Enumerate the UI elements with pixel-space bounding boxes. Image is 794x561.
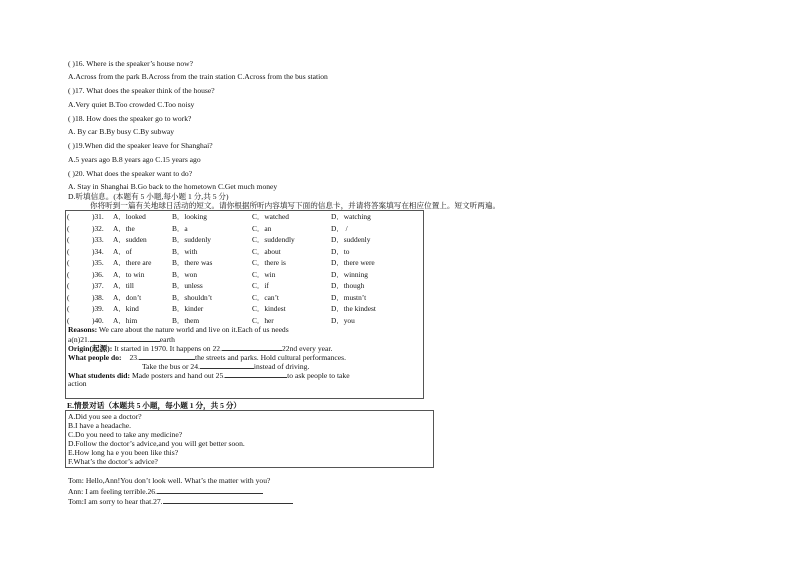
question-options: A. Stay in Shanghai B.Go back to the hometown C.Get much money [68,182,278,191]
row-paren: ( [67,235,70,244]
blank-24-label: Take the bus or 24. [142,362,200,371]
people-text-2: instead of driving. [253,362,310,371]
option-c: C．kindest [252,304,286,313]
blank-25-label: Made posters and hand out 25. [131,371,226,380]
row-paren: ( [67,269,70,279]
option-d: D．the kindest [331,304,376,313]
question-options: A. By car B.By busy C.By subway [68,127,175,136]
row-number: )33. [92,235,104,244]
students-line [68,370,350,380]
people-text: the streets and parks. Hold cultural performances. [195,353,346,362]
option-c: C．there is [252,258,286,267]
reasons-text: We care about the nature world and live on it.Each of us needs [98,325,289,334]
option-c: C．if [252,281,269,290]
dialogue-line: Tom: Hello,Ann!You don’t look well. What’s the matter with you? [68,476,271,485]
option-d: D．suddenly [331,235,371,244]
dialogue-text: Ann: I am feeling terrible.26. [68,487,157,496]
option-b: B．looking [172,212,207,221]
blank-26[interactable] [157,486,263,494]
option-d: D． / [331,223,348,233]
option-d: D．mustn’t [331,292,367,302]
row-paren: ( [67,281,70,290]
option-a: A．till [113,281,134,290]
reasons-line [68,325,289,334]
origin-text-2: 22nd every year. [281,344,333,353]
row-number: )37. [92,281,104,290]
option-a: A．kind [113,304,139,313]
blank-22[interactable] [222,343,282,351]
students-text: to ask people to take [287,371,350,380]
row-number: )40. [92,315,104,325]
question-options: A.5 years ago B.8 years ago C.15 years ago [68,155,201,164]
option-a: A．don’t [113,292,142,302]
option-c: C．watched [252,212,289,221]
origin-text: It started in 1970. It happens on 22. [114,344,222,353]
row-paren: ( [67,315,70,325]
dialogue-line [68,496,293,506]
blank-23[interactable] [139,352,195,360]
question-stem: ( )18. How does the speaker go to work? [68,114,192,123]
blank-21-label: a(n)21. [68,335,90,344]
question-stem: ( )16. Where is the speaker’s house now? [68,59,193,68]
row-paren: ( [67,246,70,256]
row-paren: ( [67,223,70,233]
section-d-title: D.听填信息。(本题有 5 小题,每小题 1 分,共 5 分) [68,192,229,201]
option-c: C．can’t [252,292,279,302]
option-c: C．her [252,315,274,325]
students-line-2: action [68,379,87,388]
option-b: B．won [172,269,198,279]
row-number: )32. [92,223,104,233]
option-c: C．about [252,246,281,256]
option-b: B．kinder [172,304,204,313]
reasons-earth: earth [159,335,175,344]
option-c: C．an [252,223,272,233]
reasons-label: Reasons: [68,325,98,334]
row-paren: ( [67,292,70,302]
option-b: B．with [172,246,198,256]
option-a: A．looked [113,212,146,221]
option-item: F.What’s the doctor’s advice? [68,457,158,466]
blank-25[interactable] [225,370,287,378]
blank-24[interactable] [200,361,254,369]
option-a: A．him [113,315,138,325]
row-number: )36. [92,269,104,279]
dialogue-line [68,486,263,496]
option-item: D.Follow the doctor’s advice,and you will get better soon. [68,439,245,448]
row-number: )38. [92,292,104,302]
option-item: C.Do you need to take any medicine? [68,430,183,439]
row-number: )31. [92,212,104,221]
row-paren: ( [67,212,70,221]
option-a: A．there are [113,258,152,267]
option-d: D．to [331,246,350,256]
option-d: D．you [331,315,355,325]
question-stem: ( )17. What does the speaker think of the house? [68,86,215,95]
blank-23-label: 23. [129,353,139,362]
row-number: )39. [92,304,104,313]
option-c: C．win [252,269,276,279]
option-b: B．suddenly [172,235,212,244]
option-a: A．the [113,223,135,233]
question-stem: ( )20. What does the speaker want to do? [68,169,193,178]
option-b: B．there was [172,258,213,267]
question-options: A.Across from the park B.Across from the train station C.Across from the bus station [68,72,328,81]
option-item: E.How long ha e you been like this? [68,448,179,457]
section-d-instruction: 你将听到一篇有关地球日活动的短文。请你根据所听内容填写下面的信息卡，并请将答案填写在相应位置上。短文听两遍。 [90,201,501,210]
row-number: )34. [92,246,104,256]
option-d: D．winning [331,269,368,279]
people-label: What people do: [68,353,122,362]
question-stem: ( )19.When did the speaker leave for Shanghai? [68,141,213,150]
option-d: D．though [331,281,365,290]
option-d: D．watching [331,212,371,221]
option-a: A．sudden [113,235,147,244]
option-item: A.Did you see a doctor? [68,412,142,421]
option-b: B．shouldn’t [172,292,213,302]
option-a: A．to win [113,269,145,279]
row-number: )35. [92,258,104,267]
blank-21[interactable] [90,334,160,342]
question-options: A.Very quiet B.Too crowded C.Too noisy [68,100,195,109]
section-e-title: E.情景对话（本题共 5 小题，每小题 1 分，共 5 分） [67,401,242,410]
students-label: What students did: [68,371,131,380]
option-d: D．there were [331,258,375,267]
dialogue-text: Tom:I am sorry to hear that.27. [68,497,163,506]
blank-27[interactable] [163,496,293,504]
option-b: B．them [172,315,200,325]
option-b: B．unless [172,281,203,290]
option-item: B.I have a headache. [68,421,132,430]
row-paren: ( [67,304,70,313]
option-c: C．suddendly [252,235,295,244]
option-a: A．of [113,246,132,256]
option-b: B．a [172,223,188,233]
row-paren: ( [67,258,70,267]
origin-label: Origin(起源): [68,344,113,353]
